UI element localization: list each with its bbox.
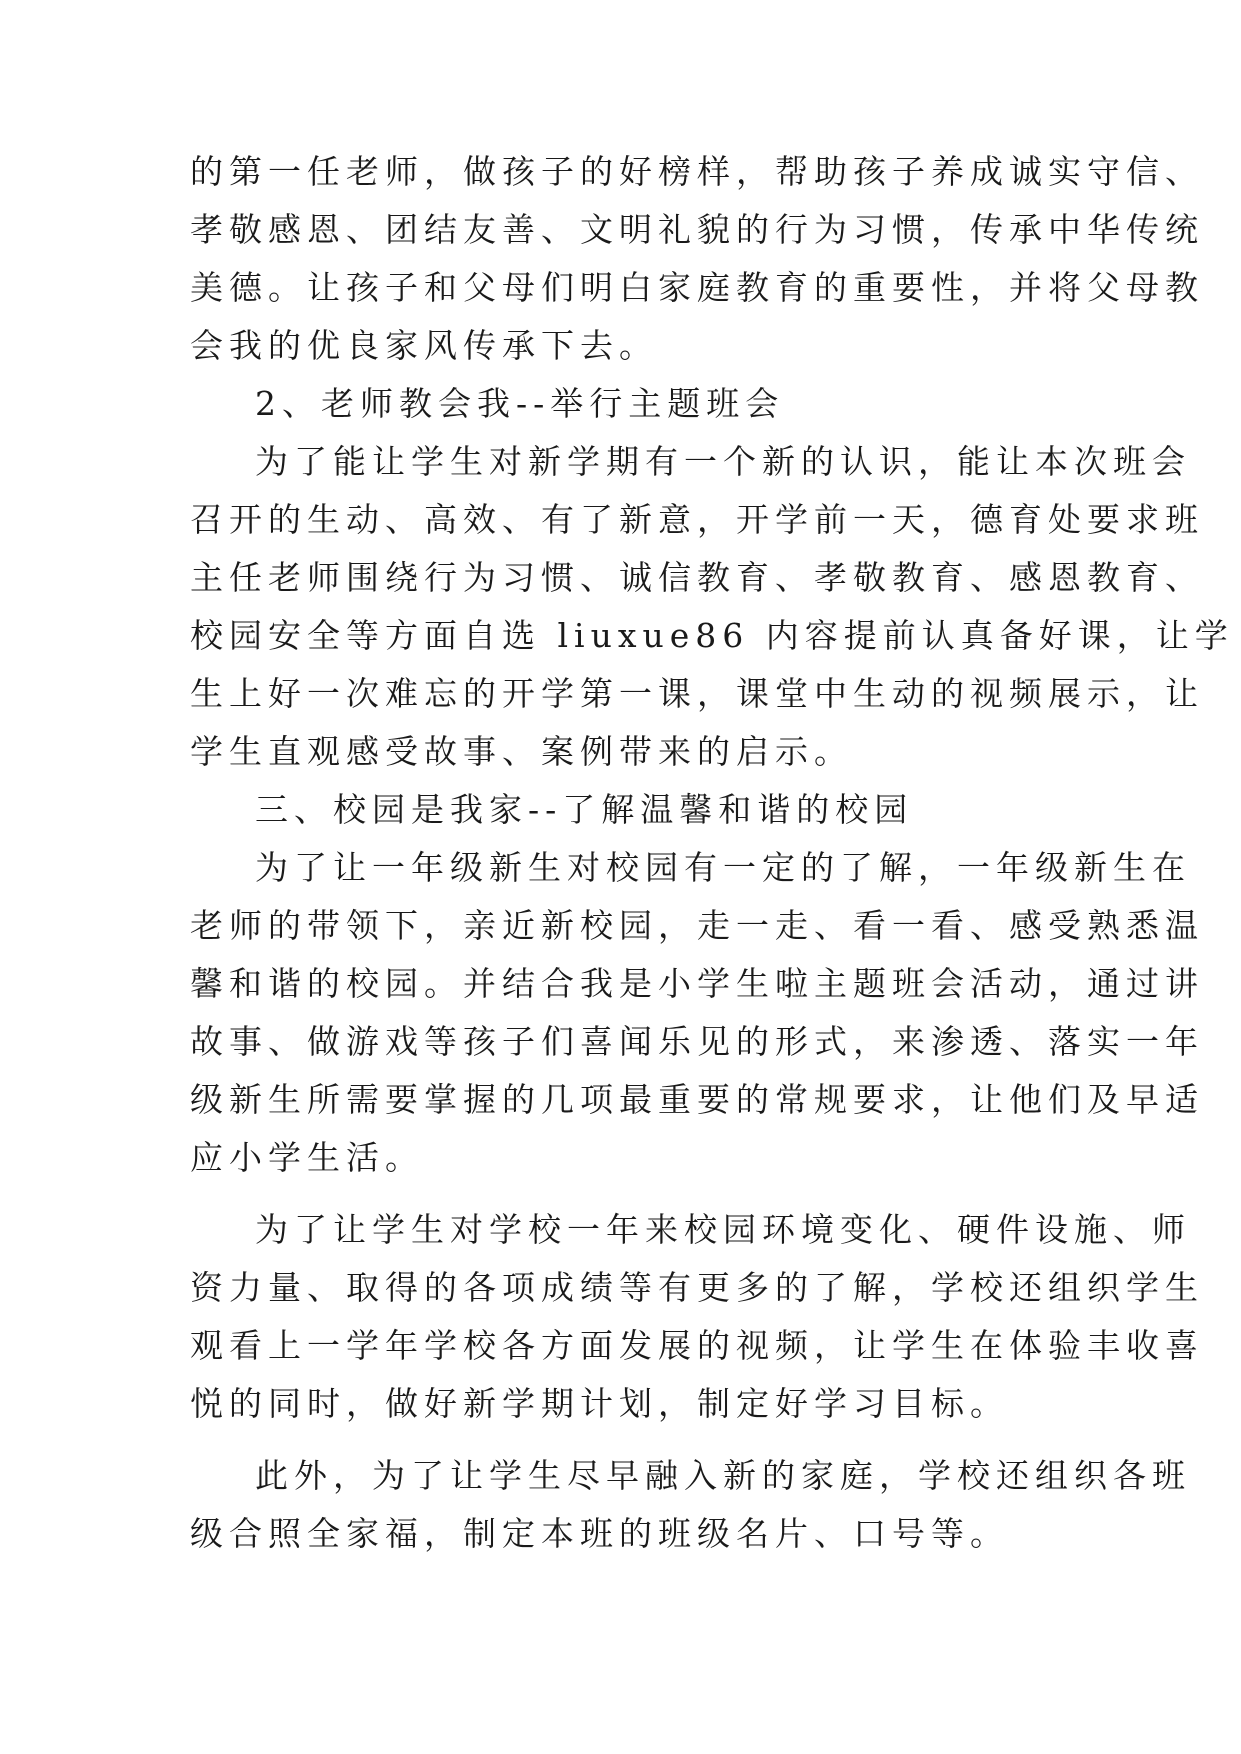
- text-line: 召开的生动、高效、有了新意，开学前一天，德育处要求班: [190, 500, 1204, 539]
- text-line: 校园安全等方面自选 liuxue86 内容提前认真备好课，让学: [190, 616, 1234, 655]
- text-line: 观看上一学年学校各方面发展的视频，让学生在体验丰收喜: [190, 1326, 1204, 1365]
- section-heading: 三、校园是我家--了解温馨和谐的校园: [255, 790, 914, 829]
- section-heading: 2、老师教会我--举行主题班会: [255, 384, 785, 423]
- text-line: 为了能让学生对新学期有一个新的认识，能让本次班会: [255, 442, 1191, 481]
- text-line: 资力量、取得的各项成绩等有更多的了解，学校还组织学生: [190, 1268, 1204, 1307]
- text-line: 老师的带领下，亲近新校园，走一走、看一看、感受熟悉温: [190, 906, 1204, 945]
- text-line: 为了让学生对学校一年来校园环境变化、硬件设施、师: [255, 1210, 1191, 1249]
- text-line: 学生直观感受故事、案例带来的启示。: [190, 732, 853, 771]
- text-line: 美德。让孩子和父母们明白家庭教育的重要性，并将父母教: [190, 268, 1204, 307]
- text-line: 生上好一次难忘的开学第一课，课堂中生动的视频展示，让: [190, 674, 1204, 713]
- text-line: 为了让一年级新生对校园有一定的了解，一年级新生在: [255, 848, 1191, 887]
- text-line: 此外，为了让学生尽早融入新的家庭，学校还组织各班: [255, 1456, 1191, 1495]
- text-line: 主任老师围绕行为习惯、诚信教育、孝敬教育、感恩教育、: [190, 558, 1204, 597]
- text-line: 应小学生活。: [190, 1138, 424, 1177]
- text-line: 馨和谐的校园。并结合我是小学生啦主题班会活动，通过讲: [190, 964, 1204, 1003]
- text-line: 的第一任老师，做孩子的好榜样，帮助孩子养成诚实守信、: [190, 152, 1204, 191]
- text-line: 级合照全家福，制定本班的班级名片、口号等。: [190, 1514, 1009, 1553]
- text-line: 孝敬感恩、团结友善、文明礼貌的行为习惯，传承中华传统: [190, 210, 1204, 249]
- text-line: 故事、做游戏等孩子们喜闻乐见的形式，来渗透、落实一年: [190, 1022, 1204, 1061]
- text-line: 级新生所需要掌握的几项最重要的常规要求，让他们及早适: [190, 1080, 1204, 1119]
- text-line: 会我的优良家风传承下去。: [190, 326, 658, 365]
- text-line: 悦的同时，做好新学期计划，制定好学习目标。: [190, 1384, 1009, 1423]
